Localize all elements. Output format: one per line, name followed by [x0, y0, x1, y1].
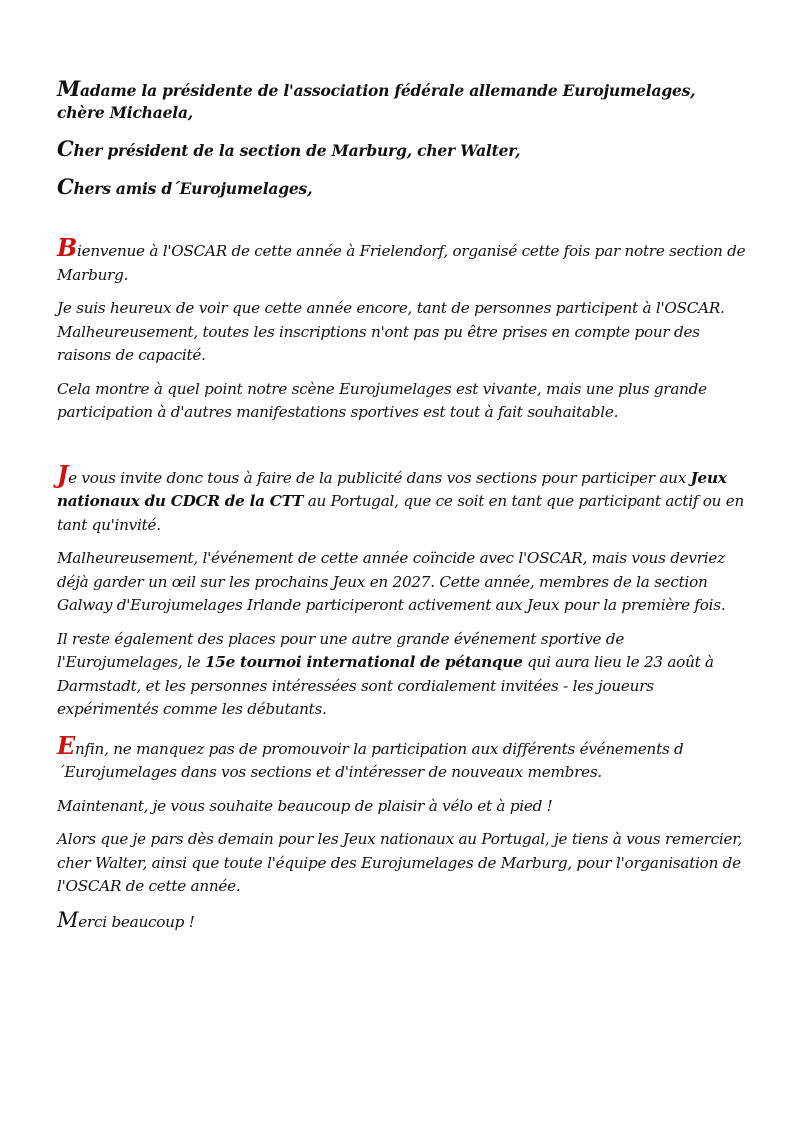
- initial: M: [57, 76, 81, 101]
- drop-initial: B: [57, 233, 78, 262]
- drop-initial: E: [57, 730, 76, 760]
- paragraph-scene: Cela montre à quel point notre scène Eurojumelages est vivante, mais une plus grande participation à d'autres manifestations sportives est tout à fait souhaitable.: [57, 379, 707, 421]
- paragraph-petanque: [57, 628, 747, 722]
- salutation-text: adame la présidente de l'association fédérale allemande Eurojumelages, chère Michaela,: [57, 81, 696, 122]
- salutation-text: her président de la section de Marburg, cher Walter,: [73, 141, 521, 160]
- salutation-text: hers amis d´Eurojumelages,: [73, 179, 313, 198]
- spacer: [57, 214, 747, 236]
- paragraph-promote: [57, 730, 747, 785]
- paragraph-text: nfin, ne manquez pas de promouvoir la participation aux différents événements d´Eurojumelages dans vos sections et d'intéresser de nouveaux membres.: [57, 739, 684, 781]
- event-name-bold: 15e tournoi international de pétanque: [204, 653, 523, 671]
- paragraph-invitation: [57, 459, 747, 538]
- initial: C: [57, 174, 74, 199]
- salutation-president: [57, 78, 747, 124]
- paragraph-text: Il reste également des places pour une autre grande événement sportive de l'Eurojumelages, le: [57, 629, 625, 671]
- initial: C: [57, 136, 74, 161]
- paragraph-text: qui aura lieu le 23 août à Darmstadt, et les personnes intéressées sont cordialement invitées - les joueurs expérimentés comme les débutants.: [57, 653, 714, 718]
- paragraph-thanks: Alors que je pars dès demain pour les Jeux nationaux au Portugal, je tiens à vous remercier, cher Walter, ainsi que toute l'équipe des Eurojumelages de Marburg, pour l'organisation de l'OSCAR de cette année.: [57, 830, 743, 895]
- paragraph-text: ienvenue à l'OSCAR de cette année à Frielendorf, organisé cette fois par notre section de Marburg.: [57, 242, 746, 284]
- event-name-bold: Jeux nationaux du CDCR de la CTT: [57, 468, 727, 510]
- paragraph-welcome: [57, 233, 747, 287]
- paragraph-text: au Portugal, que ce soit en tant que participant actif ou en tant qu'invité.: [57, 492, 745, 534]
- closing-text: erci beaucoup !: [78, 912, 195, 931]
- closing: [57, 909, 747, 935]
- paragraph-coincide: Malheureusement, l'événement de cette année coïncide avec l'OSCAR, mais vous devriez déjà garder un œil sur les prochains Jeux en 2027. Cette année, membres de la section Galway d'Eurojumelages Irlande participeront activement aux Jeux pour la première fois.: [57, 549, 726, 614]
- salutation-section-president: [57, 138, 747, 162]
- letter-page: [57, 78, 747, 944]
- salutation-friends: [57, 176, 747, 200]
- paragraph-participation: Je suis heureux de voir que cette année encore, tant de personnes participent à l'OSCAR. Malheureusement, toutes les inscriptions n'ont pas pu être prises en compte pour des raisons de capacité.: [57, 299, 725, 364]
- paragraph-text: e vous invite donc tous à faire de la publicité dans vos sections pour participer aux: [68, 468, 691, 487]
- paragraph-wishes: Maintenant, je vous souhaite beaucoup de plaisir à vélo et à pied !: [57, 796, 553, 815]
- spacer: [57, 435, 747, 463]
- initial: M: [57, 907, 79, 932]
- drop-initial: J: [57, 459, 69, 489]
